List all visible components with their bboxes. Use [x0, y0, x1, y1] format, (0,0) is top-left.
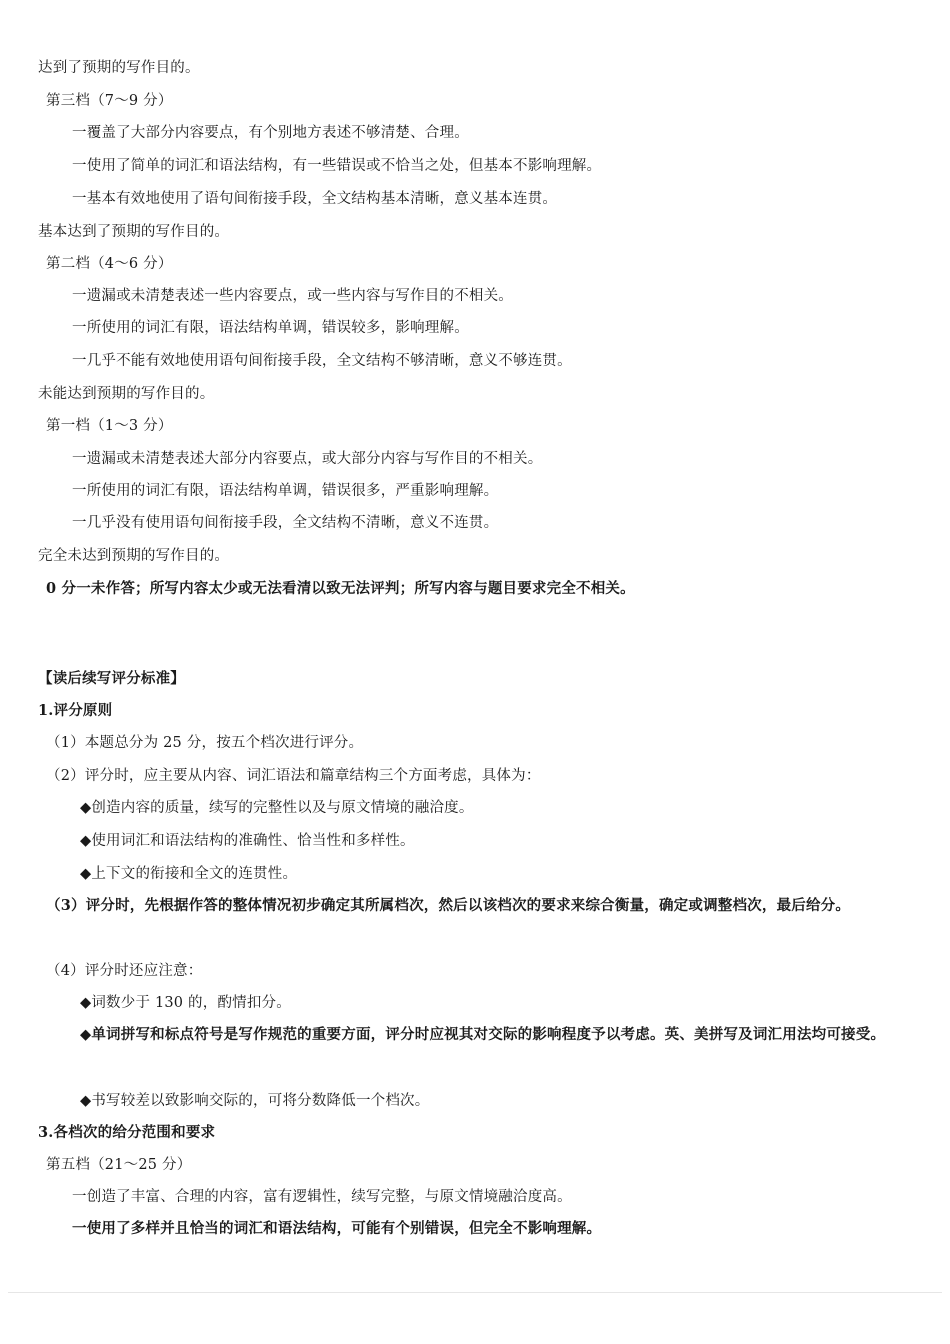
principle-4-bullet-spelling: ◆单词拼写和标点符号是写作规范的重要方面，评分时应视其对交际的影响程度予以考虑。英、美拼写及词汇用法均可接受。	[80, 1026, 886, 1043]
level1-item-vocabulary: 一所使用的词汇有限，语法结构单调，错误很多，严重影响理解。	[72, 483, 499, 499]
principle-2-bullet-vocabulary: ◆使用词汇和语法结构的准确性、恰当性和多样性。	[80, 833, 415, 849]
section-title: 【读后续写评分标准】	[38, 671, 185, 687]
level3-item-cohesion: 一基本有效地使用了语句间衔接手段，全文结构基本清晰，意义基本连贯。	[72, 191, 558, 207]
level2-item-cohesion: 一几乎不能有效地使用语句间衔接手段，全文结构不够清晰，意义不够连贯。	[72, 353, 572, 369]
level3-title: 第三档（7～9 分）	[46, 93, 173, 109]
level1-item-cohesion: 一几乎没有使用语句间衔接手段，全文结构不清晰，意义不连贯。	[72, 515, 499, 531]
level1-title: 第一档（1～3 分）	[46, 418, 173, 434]
page-bottom-divider	[8, 1292, 942, 1293]
level1-conclusion: 完全未达到预期的写作目的。	[38, 548, 230, 564]
level3-conclusion: 基本达到了预期的写作目的。	[38, 224, 230, 240]
principle-3: （3）评分时，先根据作答的整体情况初步确定其所属档次，然后以该档次的要求来综合衡量，确定或调整档次，最后给分。	[46, 897, 851, 914]
principle-2-bullet-content: ◆创造内容的质量，续写的完整性以及与原文情境的融洽度。	[80, 800, 474, 816]
level1-item-content: 一遗漏或未清楚表述大部分内容要点，或大部分内容与写作目的不相关。	[72, 451, 543, 467]
level2-conclusion: 未能达到预期的写作目的。	[38, 386, 215, 402]
principle-2: （2）评分时，应主要从内容、词汇语法和篇章结构三个方面考虑，具体为：	[46, 768, 541, 784]
principle-4-bullet-handwriting: ◆书写较差以致影响交际的，可将分数降低一个档次。	[80, 1093, 430, 1109]
level2-item-content: 一遗漏或未清楚表述一些内容要点，或一些内容与写作目的不相关。	[72, 288, 513, 304]
principle-4: （4）评分时还应注意：	[46, 963, 203, 979]
level5-title: 第五档（21～25 分）	[46, 1157, 192, 1173]
level3-item-vocabulary: 一使用了简单的词汇和语法结构，有一些错误或不恰当之处，但基本不影响理解。	[72, 158, 602, 174]
level5-item-content: 一创造了丰富、合理的内容，富有逻辑性，续写完整，与原文情境融洽度高。	[72, 1189, 572, 1205]
principle-2-bullet-cohesion: ◆上下文的衔接和全文的连贯性。	[80, 866, 298, 882]
levels-heading: 3.各档次的给分范围和要求	[38, 1124, 216, 1141]
principles-heading: 1.评分原则	[38, 702, 113, 719]
level3-item-content: 一覆盖了大部分内容要点，有个别地方表述不够清楚、合理。	[72, 125, 469, 141]
level2-title: 第二档（4～6 分）	[46, 256, 173, 272]
principle-1: （1）本题总分为 25 分，按五个档次进行评分。	[46, 735, 364, 751]
level5-item-vocabulary: 一使用了多样并且恰当的词汇和语法结构，可能有个别错误，但完全不影响理解。	[72, 1220, 602, 1237]
level2-item-vocabulary: 一所使用的词汇有限，语法结构单调，错误较多，影响理解。	[72, 320, 469, 336]
level4-conclusion: 达到了预期的写作目的。	[38, 60, 200, 76]
zero-score-note: 0 分一未作答；所写内容太少或无法看清以致无法评判；所写内容与题目要求完全不相关。	[46, 580, 635, 597]
principle-4-bullet-wordcount: ◆词数少于 130 的，酌情扣分。	[80, 995, 291, 1011]
